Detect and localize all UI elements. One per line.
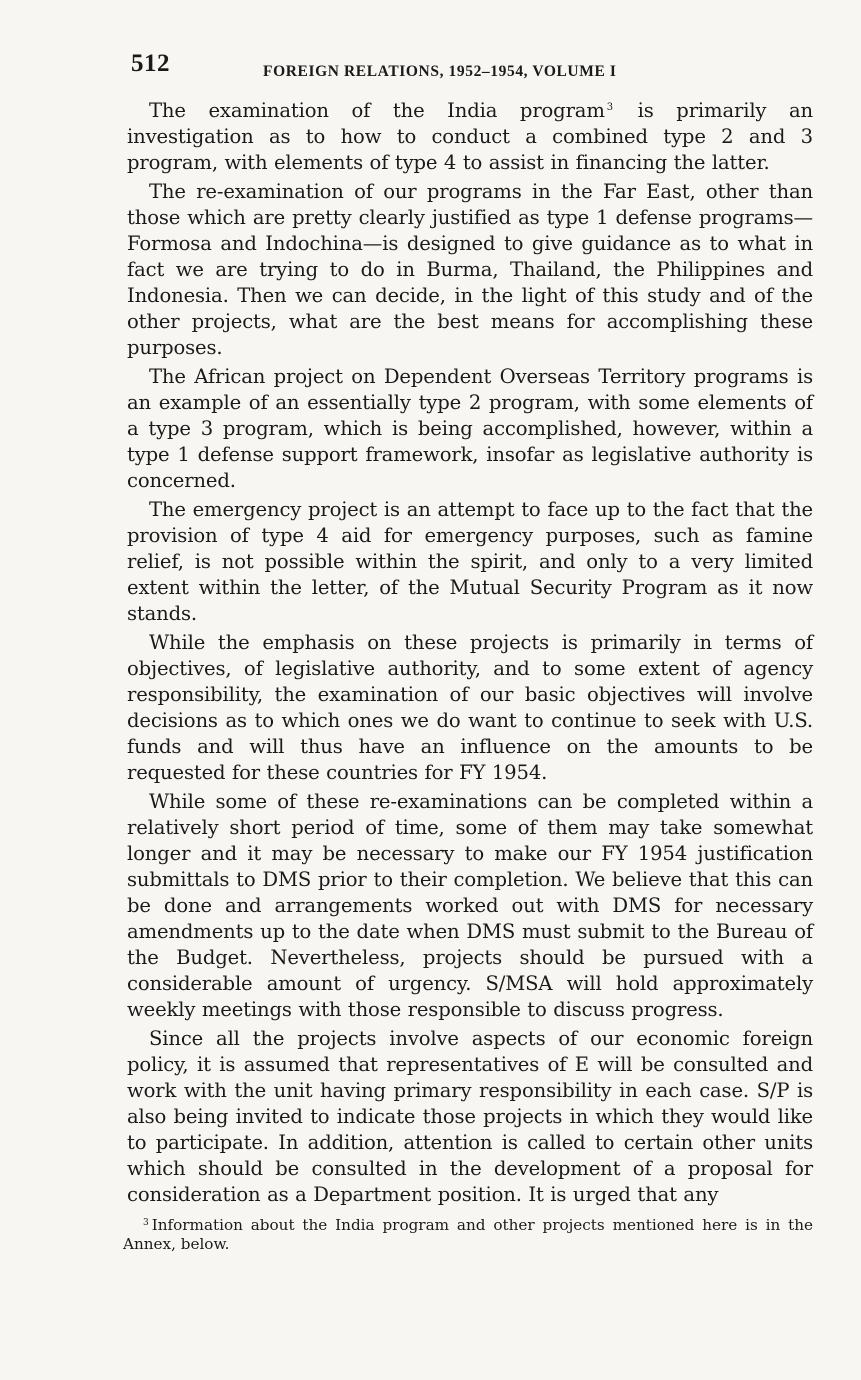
page-number: 512 [131, 50, 170, 77]
paragraph-emergency-project: The emergency project is an attempt to face up to the fact that the provision of type 4 aid for emergency purposes, such as famine relief, is not possible within the spirit, and only to a very limited extent within the letter, of the Mutual Security Program as it now stands. [127, 498, 813, 625]
page-header [131, 50, 811, 82]
paragraph-african-project: The African project on Dependent Overseas Territory programs is an example of an essentially type 2 program, with some elements of a type 3 program, which is being accomplished, however, within a type 1 defense support framework, insofar as legislative authority is concerned. [127, 365, 813, 492]
paragraph-text: is primarily an investigation as to how to conduct a combined type 2 and 3 program, with elements of type 4 to assist in financing the latter. [127, 99, 813, 174]
paragraph-emphasis: While the emphasis on these projects is primarily in terms of objectives, of legislative authority, and to some extent of agency responsibility, the examination of our basic objectives will involve decisions as to which ones we do want to continue to seek with U.S. funds and will thus have an influence on the amounts to be requested for these countries for FY 1954. [127, 631, 813, 784]
paragraph-economic-policy: Since all the projects involve aspects of our economic foreign policy, it is assumed that representatives of E will be consulted and work with the unit having primary responsibility in each case. S/P is also being invited to indicate those projects in which they would like to participate. In addition, attention is called to certain other units which should be consulted in the development of a proposal for consideration as a Department position. It is urged that any [127, 1027, 813, 1206]
running-title: FOREIGN RELATIONS, 1952–1954, VOLUME I [263, 63, 617, 80]
paragraph-text: The examination of the India program [149, 99, 605, 122]
paragraph-far-east: The re-examination of our programs in the Far East, other than those which are pretty clearly justified as type 1 defense programs—Formosa and Indochina—is designed to give guidance as to what in fact we are trying to do in Burma, Thailand, the Philippines and Indonesia. Then we can decide, in the light of this study and of the other projects, what are the best means for accomplishing these purposes. [127, 180, 813, 359]
footnote [123, 1216, 813, 1254]
footnote-text: Information about the India program and other projects mentioned here is in the Annex, below. [123, 1216, 813, 1253]
body-text [127, 98, 813, 1211]
footnote-mark: 3 [143, 1218, 149, 1228]
paragraph-re-examinations: While some of these re-examinations can be completed within a relatively short period of time, some of them may take somewhat longer and it may be necessary to make our FY 1954 justification submittals to DMS prior to their completion. We believe that this can be done and arrangements worked out with DMS for necessary amendments up to the date when DMS must submit to the Bureau of the Budget. Nevertheless, projects should be pursued with a considerable amount of urgency. S/MSA will hold approximately weekly meetings with those responsible to discuss progress. [127, 790, 813, 1021]
paragraph-india-program [127, 98, 813, 176]
footnote-reference: 3 [606, 102, 613, 113]
